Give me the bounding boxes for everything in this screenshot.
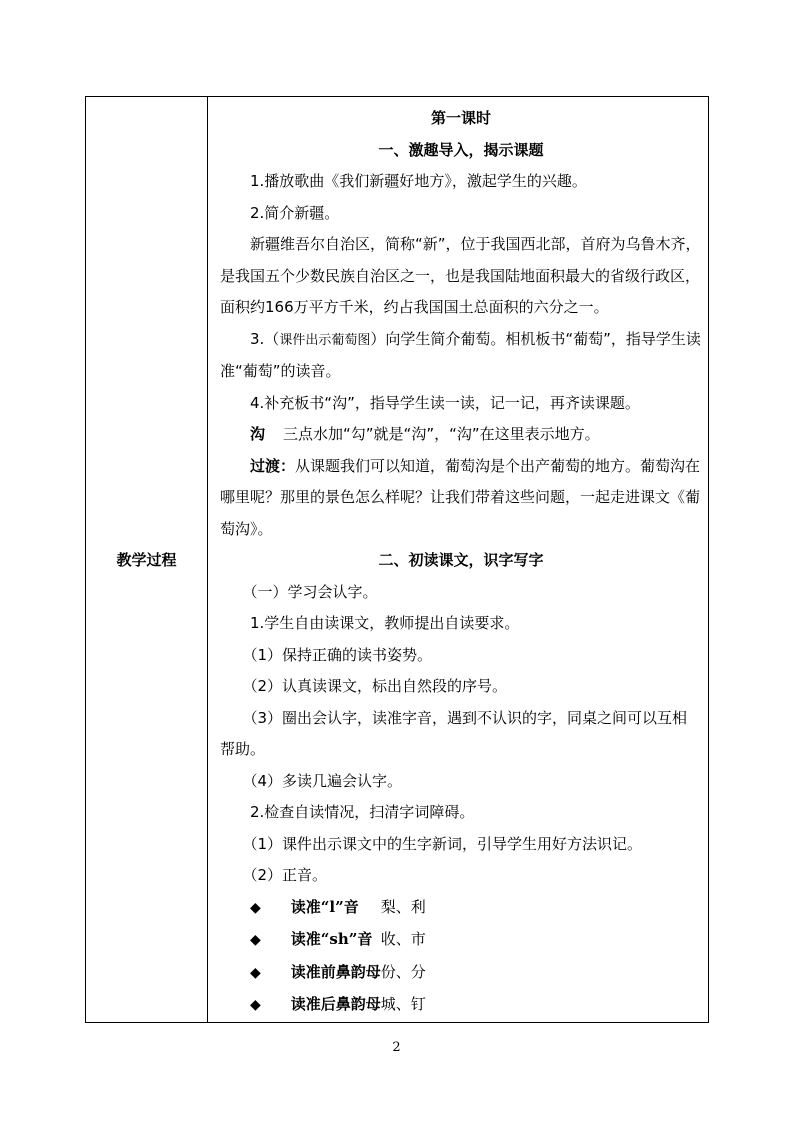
- paragraph: （3）圈出会认字，读准字音，遇到不认识的字，同桌之间可以互相帮助。: [220, 708, 688, 758]
- paragraph: （4）多读几遍会认字。: [242, 771, 403, 790]
- paragraph: （1）课件出示课文中的生字新词，引导学生用好方法识记。: [242, 834, 643, 853]
- text-fragment: ）向学生简介葡萄。相机板书“葡萄”，指导学生读准“葡萄”的读音。: [220, 329, 701, 380]
- bullet-label: 读准“l”音: [290, 897, 359, 916]
- transition-label: 过渡：: [250, 456, 296, 475]
- list-item: [220, 957, 702, 990]
- paragraph: 4.补充板书“沟”，指导学生读一读，记一记，再齐读课题。: [250, 393, 640, 412]
- paragraph: 新疆维吾尔自治区，简称“新”，位于我国西北部，首府为乌鲁木齐，是我国五个少数民族自治区之一，也是我国陆地面积最大的省级行政区，面积约166万平方千米，约占我国国土总面积的六分之一。: [220, 235, 701, 316]
- bullet-label: 读准后鼻韵母: [290, 995, 381, 1013]
- list-item: [220, 924, 702, 957]
- paragraph: （一）学习会认字。: [242, 582, 378, 601]
- paragraph: 2.检查自读情况，扫清字词障碍。: [250, 803, 475, 821]
- row-label: 教学过程: [116, 550, 177, 569]
- paragraph: [220, 324, 702, 388]
- bullet-label: 读准“sh”音: [290, 930, 373, 948]
- section-heading-1: 一、激趣导入，揭示课题: [378, 140, 544, 159]
- courseware-note: 课件出示葡萄图: [279, 332, 371, 348]
- diamond-bullet-icon: ◆: [250, 899, 261, 916]
- transition-text: 从课题我们可以知道，葡萄沟是个出产葡萄的地方。葡萄沟在哪里呢？那里的景色怎么样呢？让我们带着这些问题，一起走进课文《葡萄沟》。: [220, 456, 701, 538]
- transition-paragraph: [220, 451, 702, 546]
- bullet-chars: 梨、利: [380, 897, 426, 916]
- content-cell: [208, 97, 709, 1023]
- paragraph: [220, 419, 702, 451]
- list-item: [220, 892, 702, 925]
- paragraph: （1）保持正确的读书姿势。: [242, 645, 433, 664]
- diamond-bullet-icon: ◆: [250, 997, 261, 1013]
- paragraph: （2）认真读课文，标出自然段的序号。: [242, 677, 508, 695]
- bullet-label: 读准前鼻韵母: [290, 962, 381, 981]
- diamond-bullet-icon: ◆: [250, 932, 261, 948]
- paragraph: 2.简介新疆。: [250, 203, 340, 222]
- section-heading-2: 二、初读课文，识字写字: [378, 551, 544, 569]
- lesson-title: 第一课时: [430, 109, 491, 127]
- bullet-chars: 份、分: [380, 962, 426, 981]
- lesson-content: [220, 103, 702, 1022]
- diamond-bullet-icon: ◆: [250, 964, 261, 981]
- bullet-chars: 收、市: [380, 930, 426, 948]
- table-row: [86, 97, 709, 1023]
- lesson-table: [85, 96, 709, 1023]
- character-highlight: 沟: [250, 425, 266, 443]
- row-label-cell: [86, 97, 208, 1023]
- text-fragment: 三点水加“勾”就是“沟”，“沟”在这里表示地方。: [283, 425, 600, 443]
- bullet-chars: 城、钉: [380, 995, 426, 1013]
- paragraph: 1.播放歌曲《我们新疆好地方》，激起学生的兴趣。: [250, 172, 587, 190]
- page-number: 2: [392, 1040, 401, 1055]
- list-item: [220, 989, 702, 1022]
- paragraph: （2）正音。: [242, 866, 328, 884]
- text-fragment: 3.（: [250, 329, 280, 348]
- paragraph: 1.学生自由读课文，教师提出自读要求。: [250, 614, 520, 632]
